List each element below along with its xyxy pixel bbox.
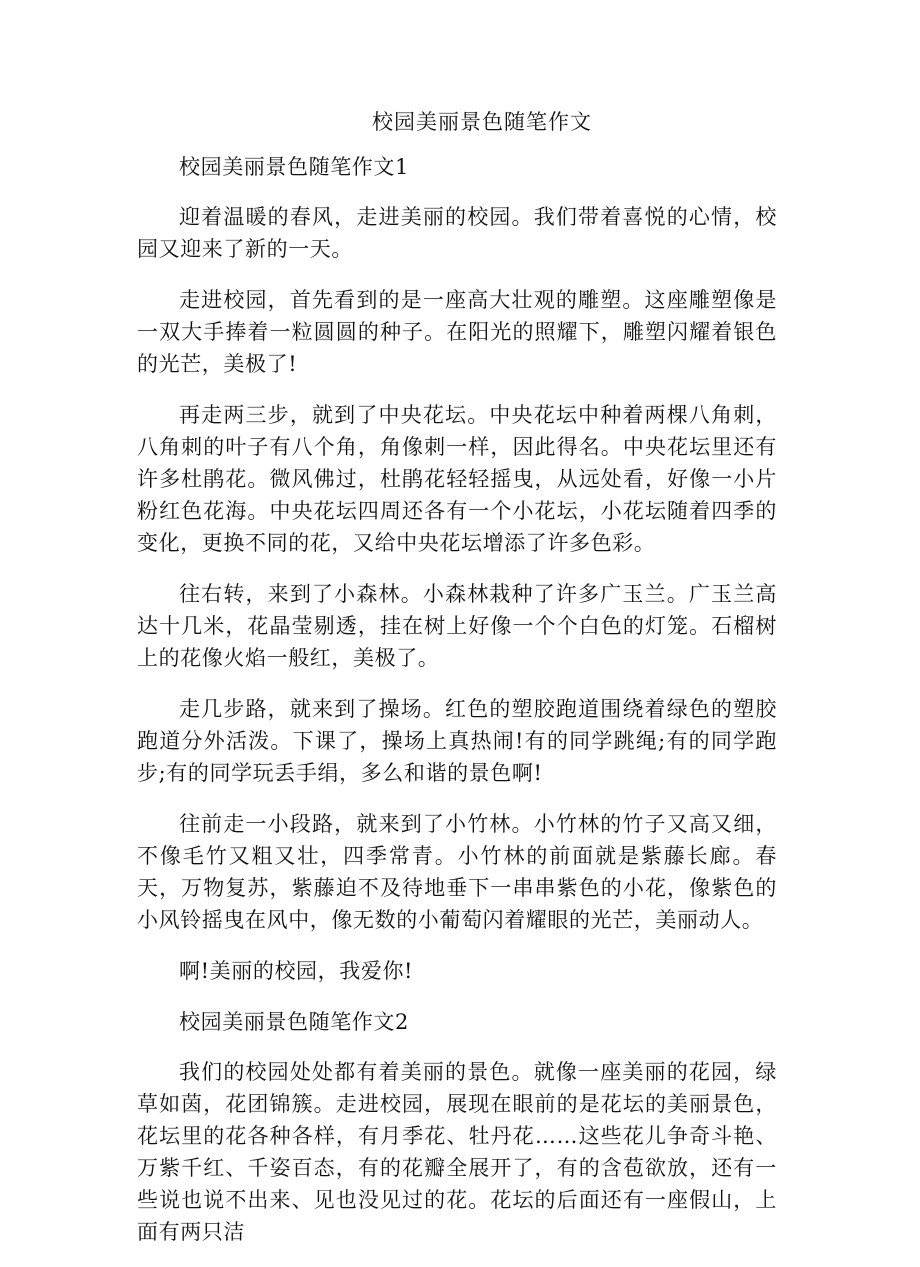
paragraph: 往前走一小段路，就来到了小竹林。小竹林的竹子又高又细，不像毛竹又粗又壮，四季常青。小竹林的前面就是紫藤长廊。春天，万物复苏，紫藤迫不及待地垂下一串串紫色的小花，像紫色的小风铃摇曳在风中，像无数的小葡萄闪着耀眼的光芒，美丽动人。 xyxy=(137,812,777,932)
document-title: 校园美丽景色随笔作文 xyxy=(372,110,592,134)
paragraph: 走进校园，首先看到的是一座高大壮观的雕塑。这座雕塑像是一双大手捧着一粒圆圆的种子。在阳光的照耀下，雕塑闪耀着银色的光芒，美极了! xyxy=(137,288,777,376)
section-heading: 校园美丽景色随笔作文1 xyxy=(179,155,409,179)
paragraph: 我们的校园处处都有着美丽的景色。就像一座美丽的花园，绿草如茵，花团锦簇。走进校园，展现在眼前的是花坛的美丽景色，花坛里的花各种各样，有月季花、牡丹花……这些花儿争奇斗艳、万紫千红、千姿百态，有的花瓣全展开了，有的含苞欲放，还有一些说也说不出来、见也没见过的花。花坛的后面还有一座假山，上面有两只洁 xyxy=(137,1060,777,1244)
document-body xyxy=(137,151,777,1267)
paragraph: 往右转，来到了小森林。小森林栽种了许多广玉兰。广玉兰高达十几米，花晶莹剔透，挂在树上好像一个个白色的灯笼。石榴树上的花像火焰一般红，美极了。 xyxy=(137,582,777,670)
paragraph: 再走两三步，就到了中央花坛。中央花坛中种着两棵八角刺，八角刺的叶子有八个角，角像刺一样，因此得名。中央花坛里还有许多杜鹃花。微风佛过，杜鹃花轻轻摇曳，从远处看，好像一小片粉红色花海。中央花坛四周还各有一个小花坛，小花坛随着四季的变化，更换不同的花，又给中央花坛增添了许多色彩。 xyxy=(137,403,777,555)
paragraph: 迎着温暖的春风，走进美丽的校园。我们带着喜悦的心情，校园又迎来了新的一天。 xyxy=(137,205,777,261)
paragraph: 走几步路，就来到了操场。红色的塑胶跑道围绕着绿色的塑胶跑道分外活泼。下课了，操场上真热闹!有的同学跳绳;有的同学跑步;有的同学玩丢手绢，多么和谐的景色啊! xyxy=(137,697,777,785)
paragraph: 啊!美丽的校园，我爱你! xyxy=(179,959,414,983)
section-heading: 校园美丽景色随笔作文2 xyxy=(179,1010,409,1034)
